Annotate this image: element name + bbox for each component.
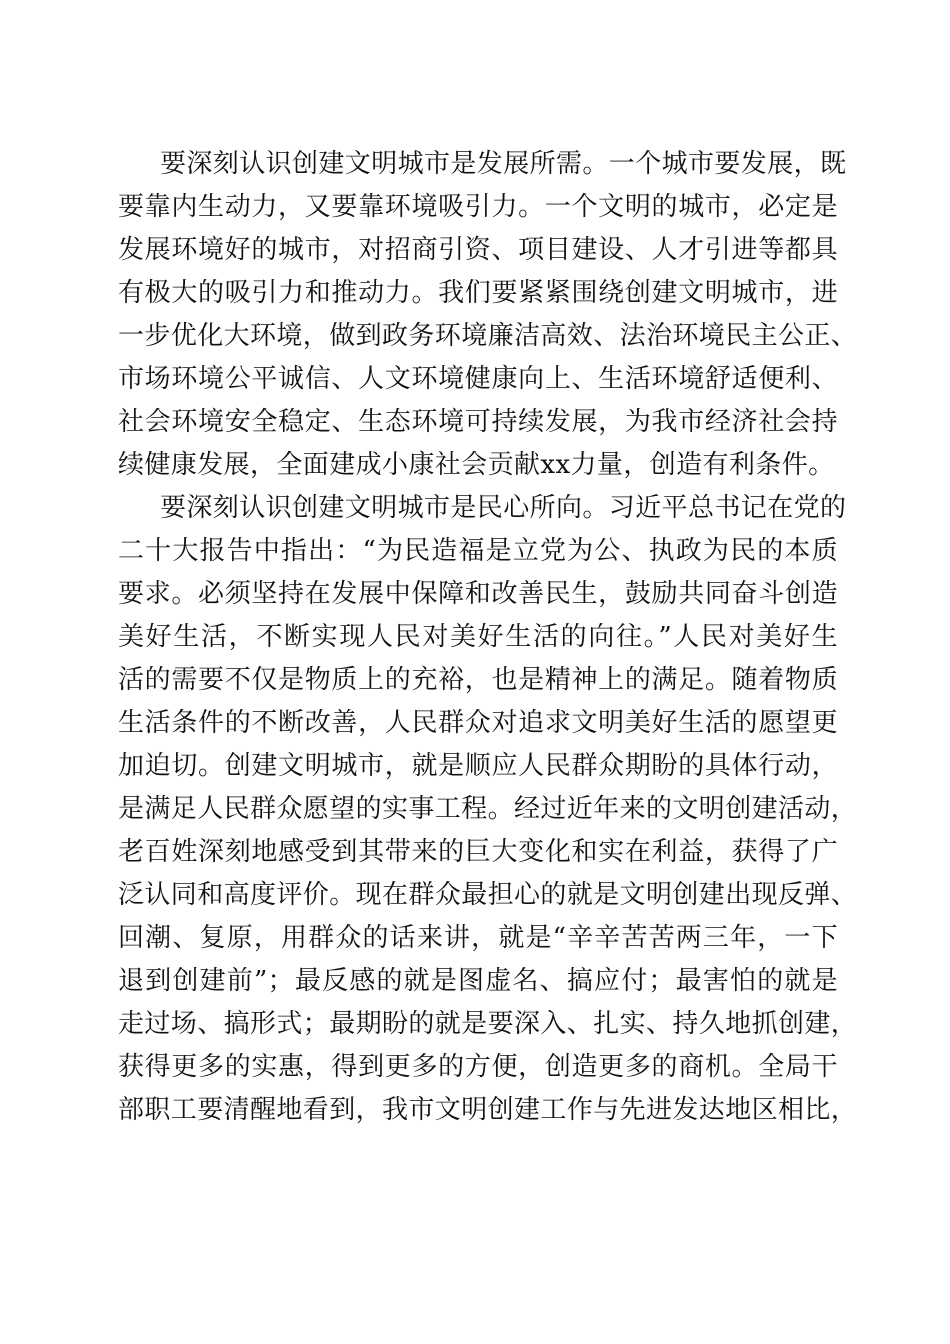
paragraph-1-line-3: 发展环境好的城市，对招商引资、项目建设、人才引进等都具: [118, 235, 838, 265]
paragraph-1-line-7: 社会环境安全稳定、生态环境可持续发展，为我市经济社会持: [118, 407, 838, 437]
paragraph-2-line-6: 生活条件的不断改善，人民群众对追求文明美好生活的愿望更: [118, 708, 838, 738]
paragraph-1-line-4: 有极大的吸引力和推动力。我们要紧紧围绕创建文明城市，进: [118, 278, 838, 308]
paragraph-2-line-9: 老百姓深刻地感受到其带来的巨大变化和实在利益，获得了广: [118, 837, 838, 867]
paragraph-1-line-6: 市场环境公平诚信、人文环境健康向上、生活环境舒适便利、: [118, 364, 838, 394]
paragraph-2-line-8: 是满足人民群众愿望的实事工程。经过近年来的文明创建活动，: [118, 794, 858, 824]
paragraph-2-line-4: 美好生活，不断实现人民对美好生活的向往。”人民对美好生: [118, 622, 838, 652]
paragraph-2-line-11: 回潮、复原，用群众的话来讲，就是“辛辛苦苦两三年，一下: [118, 923, 838, 953]
paragraph-1-line-5: 一步优化大环境，做到政务环境廉洁高效、法治环境民主公正、: [118, 321, 858, 351]
paragraph-1-line-2: 要靠内生动力，又要靠环境吸引力。一个文明的城市，必定是: [118, 192, 838, 222]
paragraph-2-line-1: 要深刻认识创建文明城市是民心所向。习近平总书记在党的: [160, 493, 847, 523]
paragraph-2-line-5: 活的需要不仅是物质上的充裕，也是精神上的满足。随着物质: [118, 665, 838, 695]
paragraph-2-line-2: 二十大报告中指出：“为民造福是立党为公、执政为民的本质: [118, 536, 838, 566]
paragraph-1-line-8: 续健康发展，全面建成小康社会贡献xx力量，创造有利条件。: [118, 450, 835, 480]
paragraph-2-line-7: 加迫切。创建文明城市，就是顺应人民群众期盼的具体行动，: [118, 751, 838, 781]
paragraph-2-line-3: 要求。必须坚持在发展中保障和改善民生，鼓励共同奋斗创造: [118, 579, 838, 609]
paragraph-2-line-15: 部职工要清醒地看到，我市文明创建工作与先进发达地区相比，: [118, 1095, 858, 1125]
paragraph-2-line-14: 获得更多的实惠，得到更多的方便，创造更多的商机。全局干: [118, 1052, 838, 1082]
paragraph-2-line-10: 泛认同和高度评价。现在群众最担心的就是文明创建出现反弹、: [118, 880, 858, 910]
paragraph-2-line-12: 退到创建前”；最反感的就是图虚名、搞应付；最害怕的就是: [118, 966, 838, 996]
paragraph-2-line-13: 走过场、搞形式；最期盼的就是要深入、扎实、持久地抓创建，: [118, 1009, 858, 1039]
paragraph-1-line-1: 要深刻认识创建文明城市是发展所需。一个城市要发展，既: [160, 149, 847, 179]
